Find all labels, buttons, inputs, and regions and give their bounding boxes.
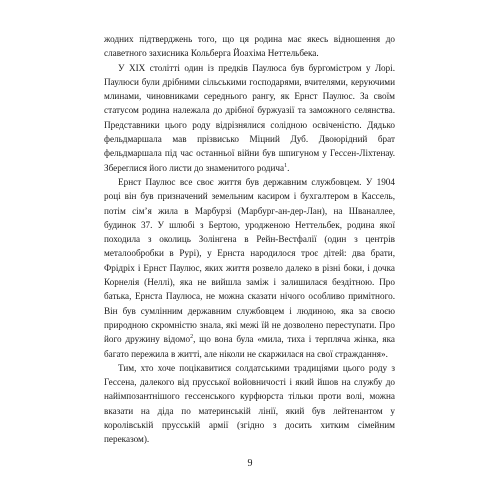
page-body [104, 32, 395, 447]
paragraph-4: Тим, хто хоче поцікавитися солдатськими традиціями цього роду з Гессена, далекого від прусської войовничості і який йшов на службу до найімпозантнішого гессенського курфюрста тільки проти волі, можна вказати на діда по материнській лінії, який був лейтенантом у королівській прусській армії (згідно з досить хитким сімейним переказом). [104, 362, 395, 445]
page-number: 9 [247, 458, 253, 469]
footnote-ref-2[interactable]: 2 [190, 334, 194, 341]
paragraph-3-tail: , що вона була «мила, тиха і терпляча жінка, яка багато пережила в житті, але ніколи не скаржилася на свої страждання». [104, 334, 395, 359]
paragraph-3-text: Ернст Паулюс все своє життя був державним службовцем. У 1904 році він був призначений земельним касиром і бухгалтером в Кассель, потім сім’я жила в Марбурзі (Марбург-ан-дер-Лан), на Шваналлее, будинок 37. У шлюбі з Бертою, уродженою Неттельбек, родина якої походила з околиць Золінгена в Рейн-Вестфалії (один з центрів металообробки в Рурі), у Ернста народилося троє дітей: два брати, Фрідріх і Ернст Паулюс, яких життя розвело далеко в різні боки, і дочка Корнелія (Неллі), яка не вийшла заміж і залишилася бездітною. Про батька, Ернста Паулюса, не можна сказати нічого особливо примітного. Він був сумлінним державним службовцем і людиною, яка за своєю природною скромністю знала, які межі їй не дозволено переступати. Про його дружину відомо [104, 176, 395, 345]
footnote-ref-1[interactable]: 1 [284, 162, 288, 169]
paragraph-2-text: У XIX столітті один із предків Паулюса був бургомістром у Лорі. Паулюси були дрібними сільськими господарями, вчителями, керуючими млинами, чиновниками середнього рангу, як Ернст Паулюс. За своїм статусом родина належала до дрібної буржуазії та заможного селянства. Представники цього роду відрізнялися солідною освіченістю. Дядько фельдмаршала мав прізвисько Міцний Дуб. Двоюрідний брат фельдмаршала під час останньої війни був шпигуном у Гессен-Ліхтенау. Збереглися його листи до знаменитого родича [104, 62, 395, 173]
paragraph-3 [104, 175, 395, 361]
paragraph-1: жодних підтверджень того, що ця родина має якесь відношення до славетного захисника Кольберга Йоахіма Неттельбека. [104, 34, 395, 59]
paragraph-2: У XIX столітті один із предків Паулюса був бургомістром у Лорі. Паулюси були дрібними сільськими господарями, вчителями, керуючими млинами, чиновниками середнього рангу, як Ернст Паулюс. За своїм статусом родина належала до дрібної буржуазії та заможного селянства. Представники цього роду відрізнялися солідною освіченістю. Дядько фельдмаршала мав прізвисько Міцний Дуб. Двоюрідний брат фельдмаршала під час останньої війни був шпигуном у Гессен-Ліхтенау. Збереглися його листи до знаменитого родича$^1$. [104, 62, 395, 173]
